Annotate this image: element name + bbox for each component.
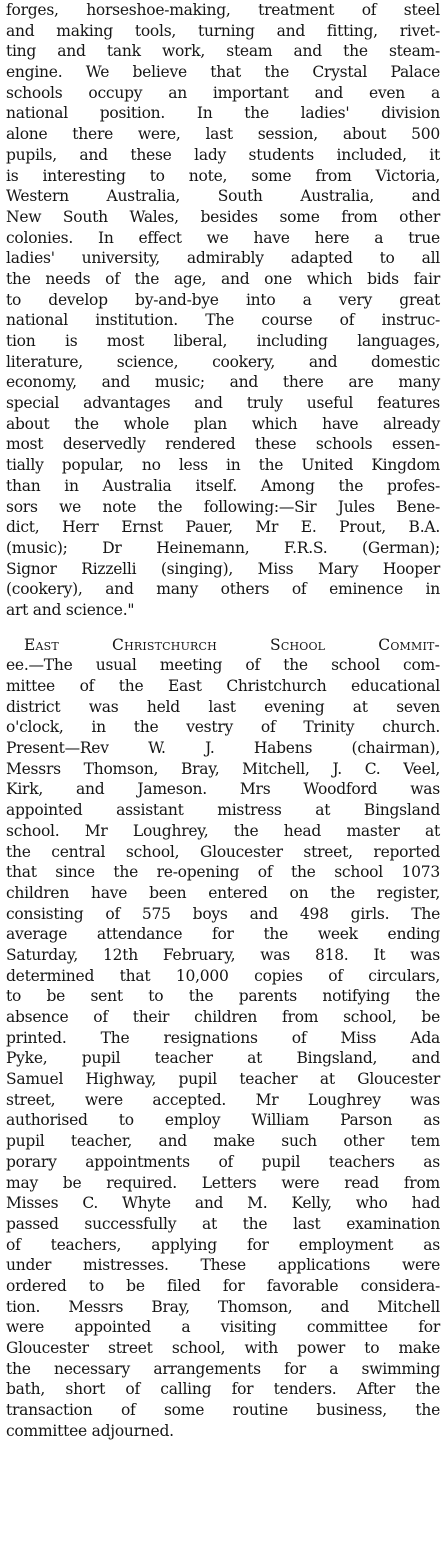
text-line: transaction of some routine business, the [6, 1401, 440, 1420]
text-line: is interesting to note, some from Victoria, [6, 166, 440, 185]
text-line: may be required. Letters were read from [6, 1173, 440, 1192]
text-line: than in Australia itself. Among the profes- [6, 476, 440, 495]
text-line: Kirk, and Jameson. Mrs Woodford was [6, 780, 440, 799]
text-line: forges, horseshoe-making, treatment of steel [6, 1, 440, 19]
text-line: committee adjourned. [6, 1421, 174, 1440]
text-line: Signor Rizzelli (singing), Miss Mary Hooper [6, 559, 440, 578]
text-line: the central school, Gloucester street, reported [6, 842, 440, 861]
text-line: passed successfully at the last examination [6, 1214, 440, 1233]
section-heading: East Christchurch School Commit- [24, 635, 440, 654]
text-line: determined that 10,000 copies of circulars, [6, 966, 440, 985]
text-line: of teachers, applying for employment as [6, 1235, 440, 1254]
newspaper-column [6, 0, 440, 1441]
text-line: the necessary arrangements for a swimming [6, 1359, 440, 1378]
text-line: pupil teacher, and make such other tem [6, 1132, 440, 1151]
text-line: tion is most liberal, including languages, [6, 332, 440, 350]
text-line: absence of their children from school, be [6, 1008, 440, 1026]
text-line: New South Wales, besides some from other [6, 207, 440, 226]
text-line: and making tools, turning and fitting, rivet- [6, 21, 440, 40]
text-line: average attendance for the week ending [6, 925, 440, 944]
text-line: school. Mr Loughrey, the head master at [6, 821, 440, 840]
text-line: most deservedly rendered these schools essen- [6, 435, 440, 454]
school-committee-paragraph [6, 635, 440, 1442]
text-line: special advantages and truly useful features [6, 394, 440, 413]
text-line: about the whole plan which have already [6, 414, 440, 433]
text-line: to be sent to the parents notifying the [6, 987, 440, 1006]
text-line: authorised to employ William Parson as [6, 1111, 440, 1130]
text-line: bath, short of calling for tenders. After the [6, 1380, 440, 1399]
text-line: that since the re-opening of the school 1073 [6, 863, 440, 882]
text-line: national position. In the ladies' division [6, 104, 440, 123]
text-line: sors we note the following:—Sir Jules Bene- [6, 497, 440, 516]
text-line: Western Australia, South Australia, and [6, 187, 440, 206]
text-line: were appointed a visiting committee for [6, 1318, 440, 1337]
text-line: pupils, and these lady students included, it [6, 145, 440, 164]
text-line: street, were accepted. Mr Loughrey was [6, 1090, 440, 1109]
text-line: under mistresses. These applications were [6, 1256, 440, 1275]
text-line: to develop by-and-bye into a very great [6, 290, 440, 309]
text-line: schools occupy an important and even a [6, 83, 440, 102]
text-line: colonies. In effect we have here a true [6, 228, 440, 247]
text-line: art and science." [6, 600, 135, 619]
text-line: (music); Dr Heinemann, F.R.S. (German); [6, 538, 440, 557]
text-line: tially popular, no less in the United Kingdom [6, 456, 440, 475]
text-line: ee.—The usual meeting of the school com- [6, 656, 440, 675]
text-line: dict, Herr Ernst Pauer, Mr E. Prout, B.A. [6, 518, 440, 537]
text-line: (cookery), and many others of eminence in [6, 580, 440, 599]
text-line: alone there were, last session, about 500 [6, 125, 440, 144]
text-line: Samuel Highway, pupil teacher at Gloucester [6, 1070, 440, 1089]
text-line: Pyke, pupil teacher at Bingsland, and [6, 1049, 440, 1068]
article-continued-paragraph [6, 0, 440, 621]
text-line: national institution. The course of instruc- [6, 311, 440, 330]
paragraph-gap [6, 621, 440, 635]
text-line: Gloucester street school, with power to make [6, 1339, 440, 1357]
text-line: ordered to be filed for favorable considera- [6, 1276, 440, 1295]
text-line: engine. We believe that the Crystal Palace [6, 63, 440, 82]
text-line: Saturday, 12th February, was 818. It was [6, 945, 440, 964]
text-line: district was held last evening at seven [6, 697, 440, 716]
text-line: appointed assistant mistress at Bingsland [6, 801, 440, 820]
text-line: economy, and music; and there are many [6, 373, 440, 392]
text-line: children have been entered on the register, [6, 883, 440, 902]
text-line: ting and tank work, steam and the steam- [6, 42, 440, 61]
text-line: tion. Messrs Bray, Thomson, and Mitchell [6, 1297, 440, 1316]
text-line: Present—Rev W. J. Habens (chairman), [6, 739, 440, 758]
text-line: literature, science, cookery, and domestic [6, 352, 440, 371]
text-line: ladies' university, admirably adapted to all [6, 249, 440, 268]
text-line: printed. The resignations of Miss Ada [6, 1028, 440, 1047]
text-line: mittee of the East Christchurch educational [6, 677, 440, 695]
text-line: Misses C. Whyte and M. Kelly, who had [6, 1194, 440, 1213]
text-line: the needs of the age, and one which bids fair [6, 269, 440, 288]
text-line: porary appointments of pupil teachers as [6, 1152, 440, 1171]
text-line: o'clock, in the vestry of Trinity church. [6, 718, 440, 737]
text-line: Messrs Thomson, Bray, Mitchell, J. C. Veel, [6, 759, 440, 778]
text-line: consisting of 575 boys and 498 girls. The [6, 904, 440, 923]
